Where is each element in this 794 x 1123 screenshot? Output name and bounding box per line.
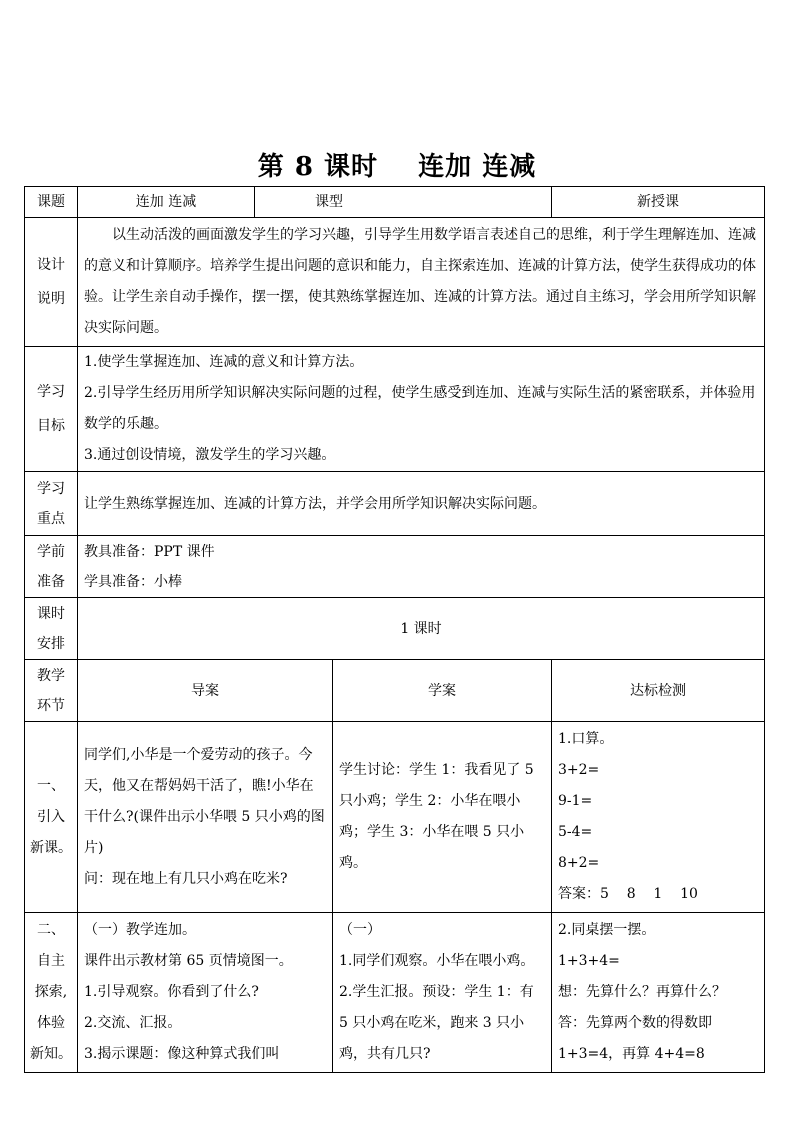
prep-content: [78, 536, 765, 598]
teacher-prep: 教具准备：PPT 课件: [84, 543, 215, 560]
type-value: 新授课: [552, 187, 765, 218]
goals-label: 学习 目标: [25, 347, 78, 472]
check-line: 2.同桌摆一摆。: [558, 922, 656, 938]
section2-label: 二、 自主 探索, 体验 新知。: [25, 913, 78, 1073]
study-line: 1.同学们观察。小华在喂小鸡。: [339, 953, 535, 969]
focus-row: [25, 472, 765, 536]
lesson-plan-table: [24, 186, 765, 1073]
prep-row: [25, 536, 765, 598]
check-line: 1+3+4=: [558, 953, 620, 969]
stage-label: 教学 环节: [25, 660, 78, 722]
goals-row: [25, 347, 765, 472]
guide-paragraph: 同学们,小华是一个爱劳动的孩子。今天，他又在帮妈妈干活了，瞧!小华在干什么?(课件出示小华喂 5 只小鸡的图片): [84, 746, 325, 856]
guide-line: （一）教学连加。: [84, 922, 196, 938]
goal-item: 1.使学生掌握连加、连减的意义和计算方法。: [84, 354, 364, 370]
focus-text: 让学生熟练掌握连加、连减的计算方法，并学会用所学知识解决实际问题。: [78, 472, 765, 536]
study-paragraph: 学生讨论：学生 1：我看见了 5 只小鸡；学生 2：小华在喂小鸡；学生 3：小华在喂 5 只小鸡。: [339, 762, 534, 871]
guide-question: 问：现在地上有几只小鸡在吃米?: [84, 870, 288, 887]
prep-label: 学前 准备: [25, 536, 78, 598]
check-line: 答：先算两个数的得数即 1+3=4，再算 4+4=8: [558, 1015, 712, 1062]
check-line: 3+2=: [558, 762, 600, 778]
section1-study: [333, 722, 552, 913]
section2-row: [25, 913, 765, 1073]
check-line: 5-4=: [558, 824, 593, 840]
check-line: 想：先算什么？再算什么？: [558, 984, 726, 1000]
guide-line: 课件出示教材第 65 页情境图一。: [84, 953, 293, 969]
student-prep: 学具准备：小棒: [84, 573, 182, 590]
section1-guide: [78, 722, 333, 913]
section2-study: [333, 913, 552, 1073]
section1-row: [25, 722, 765, 913]
check-answer: 答案：5 8 1 10: [558, 886, 698, 902]
topic-label: 课题: [25, 187, 78, 218]
page-title: 第 8 课时 连加 连减: [257, 152, 537, 182]
section2-check: [552, 913, 765, 1073]
section2-guide: [78, 913, 333, 1073]
study-line: （一）: [339, 922, 381, 938]
type-label: 课型: [255, 187, 552, 218]
schedule-label: 课时 安排: [25, 598, 78, 660]
goals-list: [78, 347, 765, 472]
check-line: 1.口算。: [558, 731, 614, 747]
check-line: 8+2=: [558, 855, 600, 871]
guide-header: 导案: [78, 660, 333, 722]
topic-value: 连加 连减: [78, 187, 255, 218]
schedule-value: 1 课时: [78, 598, 765, 660]
design-text: 以生动活泼的画面激发学生的学习兴趣，引导学生用数学语言表述自己的思维，利于学生理解连加、连减的意义和计算顺序。培养学生提出问题的意识和能力，自主探索连加、连减的计算方法，使学生获得成功的体验。让学生亲自动手操作，摆一摆，使其熟练掌握连加、连减的计算方法。通过自主练习，学会用所学知识解决实际问题。: [78, 218, 765, 347]
goal-item: 2.引导学生经历用所学知识解决实际问题的过程，使学生感受到连加、连减与实际生活的紧密联系，并体验用数学的乐趣。: [84, 385, 756, 432]
check-header: 达标检测: [552, 660, 765, 722]
schedule-row: [25, 598, 765, 660]
section1-check: [552, 722, 765, 913]
focus-label: 学习 重点: [25, 472, 78, 536]
study-line: 2.学生汇报。预设：学生 1：有 5 只小鸡在吃米，跑来 3 只小鸡，共有几只?: [339, 984, 534, 1062]
guide-line: 1.引导观察。你看到了什么?: [84, 984, 259, 1000]
design-row: [25, 218, 765, 347]
section1-label: 一、 引入 新课。: [25, 722, 78, 913]
header-row: [25, 187, 765, 218]
guide-line: 2.交流、汇报。: [84, 1015, 182, 1031]
guide-line: 3.揭示课题：像这种算式我们叫: [84, 1046, 280, 1062]
columns-row: [25, 660, 765, 722]
study-header: 学案: [333, 660, 552, 722]
check-line: 9-1=: [558, 793, 593, 809]
goal-item: 3.通过创设情境，激发学生的学习兴趣。: [84, 447, 336, 463]
design-label: 设计 说明: [25, 218, 78, 347]
